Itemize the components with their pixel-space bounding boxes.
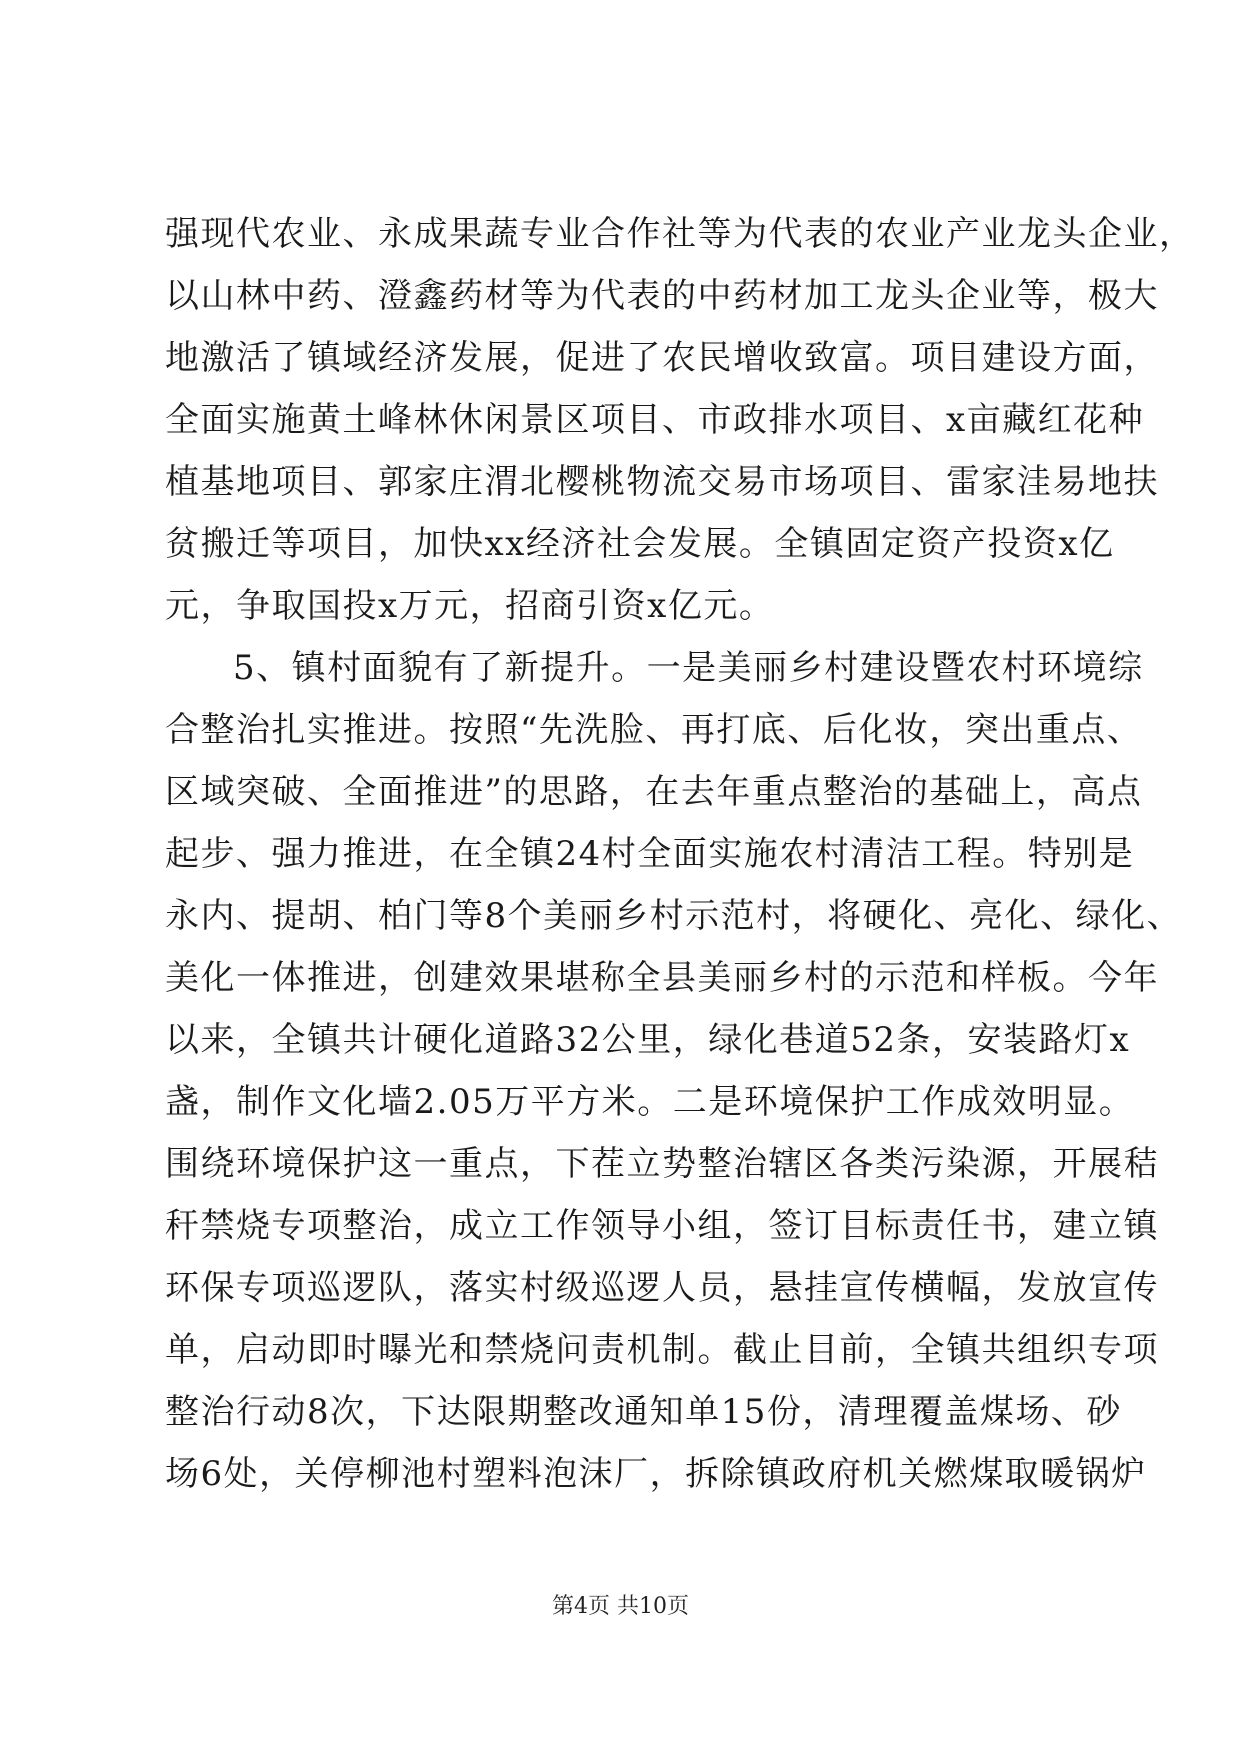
text-line: 单，启动即时曝光和禁烧问责机制。截止目前，全镇共组织专项 (165, 1330, 1159, 1370)
text-line: 元，争取国投x万元，招商引资x亿元。 (165, 586, 775, 626)
text-line: 盏，制作文化墙2.05万平方米。二是环境保护工作成效明显。 (165, 1082, 1135, 1122)
text-line: 整治行动8次，下达限期整改通知单15份，清理覆盖煤场、砂 (165, 1392, 1122, 1432)
text-line: 地激活了镇域经济发展，促进了农民增收致富。项目建设方面， (165, 338, 1159, 378)
page-footer: 第4页 共10页 (552, 1594, 689, 1619)
text-line: 强现代农业、永成果蔬专业合作社等为代表的农业产业龙头企业， (165, 214, 1195, 254)
text-line: 围绕环境保护这一重点，下茬立势整治辖区各类污染源，开展秸 (165, 1144, 1159, 1184)
text-line: 以山林中药、澄鑫药材等为代表的中药材加工龙头企业等，极大 (165, 276, 1159, 316)
text-line: 区域突破、全面推进”的思路，在去年重点整治的基础上，高点 (165, 772, 1143, 812)
text-line: 场6处，关停柳池村塑料泡沫厂，拆除镇政府机关燃煤取暖锅炉 (165, 1454, 1147, 1494)
text-line: 环保专项巡逻队，落实村级巡逻人员，悬挂宣传横幅，发放宣传 (165, 1268, 1159, 1308)
text-line: 合整治扎实推进。按照“先洗脸、再打底、后化妆，突出重点、 (165, 710, 1143, 750)
text-line: 全面实施黄土峰林休闲景区项目、市政排水项目、x亩藏红花种 (165, 400, 1145, 440)
text-line: 起步、强力推进，在全镇24村全面实施农村清洁工程。特别是 (165, 834, 1135, 874)
paragraph-start-line: 5、镇村面貌有了新提升。一是美丽乡村建设暨农村环境综 (233, 648, 1144, 688)
text-line: 秆禁烧专项整治，成立工作领导小组，签订目标责任书，建立镇 (165, 1206, 1159, 1246)
text-line: 美化一体推进，创建效果堪称全县美丽乡村的示范和样板。今年 (165, 958, 1159, 998)
text-line: 永内、提胡、柏门等8个美丽乡村示范村，将硬化、亮化、绿化、 (165, 896, 1183, 936)
text-line: 以来，全镇共计硬化道路32公里，绿化巷道52条，安装路灯x (165, 1020, 1131, 1060)
text-line: 植基地项目、郭家庄渭北樱桃物流交易市场项目、雷家洼易地扶 (165, 462, 1159, 502)
text-line: 贫搬迁等项目，加快xx经济社会发展。全镇固定资产投资x亿 (165, 524, 1115, 564)
